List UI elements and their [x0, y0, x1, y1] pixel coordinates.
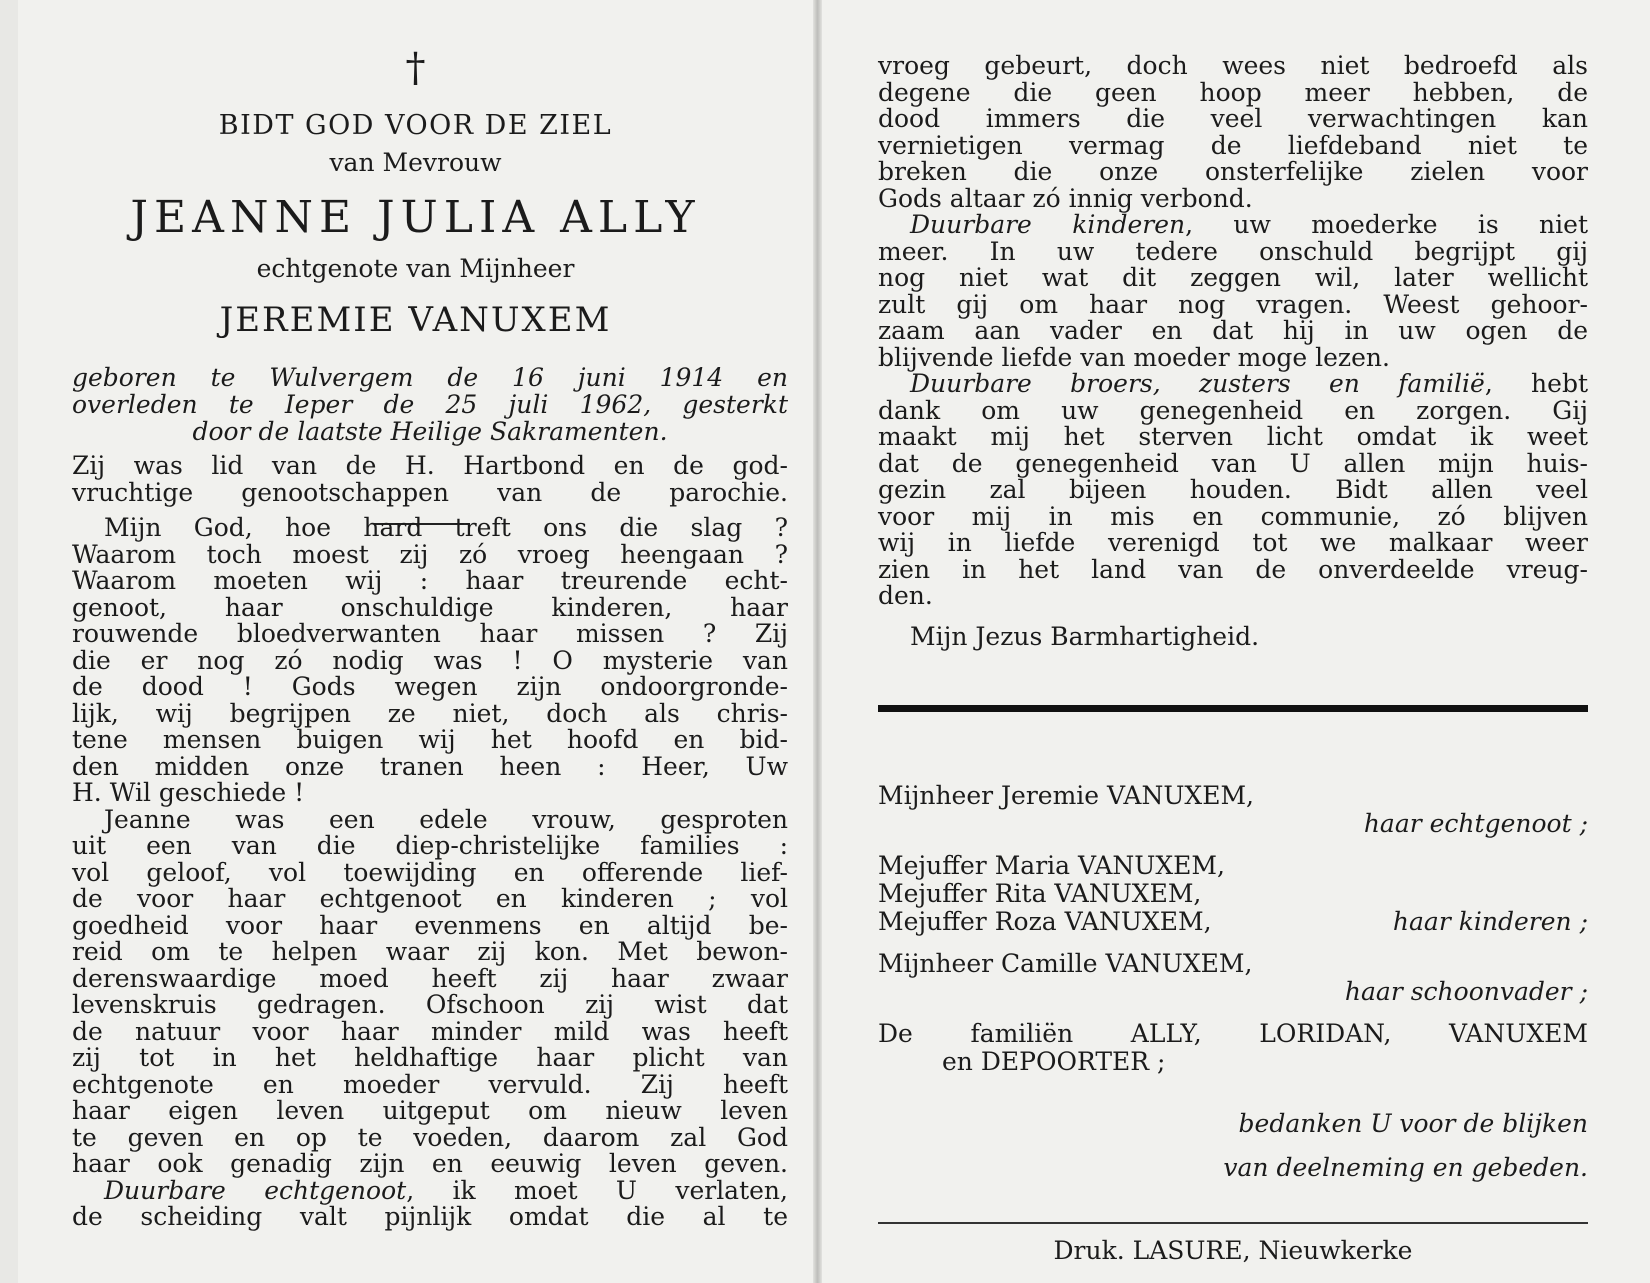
- closing-line: Mijn Jezus Barmhartigheid.: [910, 622, 1260, 651]
- spouse-intro: echtgenote van Mijnheer: [256, 254, 575, 283]
- families-block: [878, 1020, 1588, 1076]
- body-line: reid om te helpen waar zij kon. Met bewon-: [72, 937, 788, 966]
- body-line: den midden onze tranen heen : Heer, Uw: [72, 751, 788, 781]
- body-line: echtgenote en moeder vervuld. Zij heeft: [72, 1069, 788, 1099]
- body-line: Waarom toch moest zij zó vroeg heengaan ?: [72, 539, 788, 569]
- father-in-law-role: haar schoonvader ;: [1344, 977, 1588, 1006]
- father-in-law-line: Mijnheer Camille VANUXEM,: [878, 949, 1253, 978]
- body-line: blijvende liefde van moeder moge lezen.: [878, 342, 1390, 372]
- families-line: De familiën ALLY, LORIDAN, VANUXEM: [878, 1019, 1588, 1048]
- child-row: [878, 908, 1588, 936]
- body-line: Mijn God, hoe hard treft ons die slag ?: [104, 513, 788, 542]
- membership-text: [72, 452, 788, 506]
- body-line: breken die onze onsterfelijke zielen voor: [878, 157, 1588, 186]
- thanks-text: [878, 1102, 1588, 1190]
- cross-icon: †: [405, 45, 426, 91]
- body-line: tene mensen buigen wij het hoofd en bid-: [72, 725, 788, 754]
- born-line: geboren te Wulvergem de 16 juni 1914 en: [72, 363, 788, 392]
- body-line: goedheid voor haar evenmens en altijd be-: [72, 910, 788, 940]
- survivors-list: [878, 782, 1588, 838]
- right-page: [822, 0, 1650, 1283]
- thanks-line: bedanken U voor de blijken: [1238, 1109, 1588, 1138]
- children-list: [878, 852, 1588, 936]
- child-line: Mejuffer Rita VANUXEM,: [878, 879, 1202, 908]
- body-line: [878, 212, 1588, 239]
- body-line: genoot, haar onschuldige kinderen, haar: [72, 592, 788, 622]
- father-in-law-block: [878, 950, 1588, 1006]
- body-line: maakt mij het sterven licht omdat ik weet: [878, 422, 1588, 451]
- body-line: vernietigen vermag de liefdeband niet te: [878, 130, 1588, 160]
- card-edge: [0, 0, 18, 1283]
- child-line: Mejuffer Maria VANUXEM,: [878, 851, 1225, 880]
- children-role: haar kinderen ;: [1392, 907, 1588, 936]
- body-line: uit een van die diep-christelijke families :: [72, 831, 788, 860]
- deceased-name: JEANNE JULIA ALLY: [130, 192, 701, 243]
- born-line: door de laatste Heilige Sakramenten.: [192, 417, 668, 446]
- spouse-name: JEREMIE VANUXEM: [219, 300, 612, 340]
- body-line: te geven en op te voeden, daarom zal God: [72, 1122, 788, 1152]
- body-line: vroeg gebeurt, doch wees niet bedroefd als: [878, 51, 1588, 80]
- body-line: nog niet wat dit zeggen wil, later wellicht: [878, 263, 1588, 292]
- prayer-heading: BIDT GOD VOOR DE ZIEL: [218, 110, 613, 141]
- body-line: dat de genegenheid van U allen mijn huis-: [878, 448, 1588, 478]
- thanks-line: van deelneming en gebeden.: [1223, 1153, 1588, 1182]
- body-text-continued: [878, 53, 1588, 610]
- body-line: de natuur voor haar minder mild was heeft: [72, 1016, 788, 1046]
- printer-credit: Druk. LASURE, Nieuwkerke: [1053, 1236, 1413, 1265]
- body-line: H. Wil geschiede !: [72, 778, 305, 807]
- body-line: dank om uw genegenheid en zorgen. Gij: [878, 395, 1588, 425]
- body-fragment: , ik moet U verlaten,: [406, 1175, 788, 1205]
- body-line: de voor haar echtgenoot en kinderen ; vol: [72, 884, 788, 913]
- title-line: van Mevrouw: [329, 148, 502, 177]
- body-line: zult gij om haar nog vragen. Weest gehoor-: [878, 289, 1588, 319]
- member-line: Zij was lid van de H. Hartbond en de god-: [72, 451, 788, 480]
- body-line: de scheiding valt pijnlijk omdat die al te: [72, 1202, 788, 1231]
- husband-role: haar echtgenoot ;: [1363, 809, 1588, 838]
- born-line: overleden te Ieper de 25 juli 1962, gesterkt: [72, 390, 788, 419]
- body-line: rouwende bloedverwanten haar missen ? Zij: [72, 619, 788, 648]
- body-line: zien in het land van de onverdeelde vreug-: [878, 554, 1588, 584]
- body-line: [72, 1175, 788, 1205]
- body-text: [72, 515, 788, 1231]
- child-line: Mejuffer Roza VANUXEM,: [878, 907, 1212, 936]
- body-line: die er nog zó nodig was ! O mysterie van: [72, 645, 788, 675]
- body-line: Jeanne was een edele vrouw, gesproten: [104, 804, 788, 834]
- body-line: dood immers die veel verwachtingen kan: [878, 104, 1588, 133]
- body-line: zij tot in het heldhaftige haar plicht van: [72, 1043, 788, 1072]
- body-line: Waarom moeten wij : haar treurende echt-: [72, 566, 788, 595]
- body-fragment: , hebt: [1484, 369, 1588, 398]
- body-line: den.: [878, 581, 933, 610]
- birth-death-text: [72, 364, 788, 445]
- footer-divider: [878, 1222, 1588, 1224]
- body-line: [878, 371, 1588, 398]
- body-line: haar ook genadig zijn en eeuwig leven geven.: [72, 1149, 788, 1178]
- body-line: vol geloof, vol toewijding en offerende lief-: [72, 857, 788, 887]
- body-line: degene die geen hoop meer hebben, de: [878, 77, 1588, 107]
- body-fragment: , uw moederke is niet: [1185, 210, 1588, 239]
- heavy-divider: [878, 705, 1588, 712]
- body-line: zaam aan vader en dat hij in uw ogen de: [878, 316, 1588, 345]
- husband-line: Mijnheer Jeremie VANUXEM,: [878, 781, 1254, 810]
- body-line: de dood ! Gods wegen zijn ondoorgronde-: [72, 672, 788, 701]
- body-line: derenswaardige moed heeft zij haar zwaar: [72, 963, 788, 993]
- italic-phrase: Duurbare kinderen: [910, 210, 1186, 239]
- body-line: haar eigen leven uitgeput om nieuw leven: [72, 1096, 788, 1125]
- families-line: en DEPOORTER ;: [942, 1047, 1166, 1076]
- body-line: levenskruis gedragen. Ofschoon zij wist dat: [72, 990, 788, 1019]
- body-line: lijk, wij begrijpen ze niet, doch als chris-: [72, 698, 788, 728]
- body-line: gezin zal bijeen houden. Bidt allen veel: [878, 475, 1588, 504]
- body-line: Gods altaar zó innig verbond.: [878, 183, 1253, 213]
- closing-text: [878, 624, 1588, 651]
- body-line: voor mij in mis en communie, zó blijven: [878, 501, 1588, 531]
- member-line: vruchtige genootschappen van de parochie.: [72, 478, 788, 507]
- italic-phrase: Duurbare echtgenoot: [104, 1175, 407, 1205]
- left-page: [18, 0, 813, 1283]
- italic-phrase: Duurbare broers, zusters en familië: [910, 369, 1485, 398]
- card-fold: [813, 0, 822, 1283]
- body-line: wij in liefde verenigd tot we malkaar weer: [878, 528, 1588, 557]
- body-line: meer. In uw tedere onschuld begrijpt gij: [878, 236, 1588, 266]
